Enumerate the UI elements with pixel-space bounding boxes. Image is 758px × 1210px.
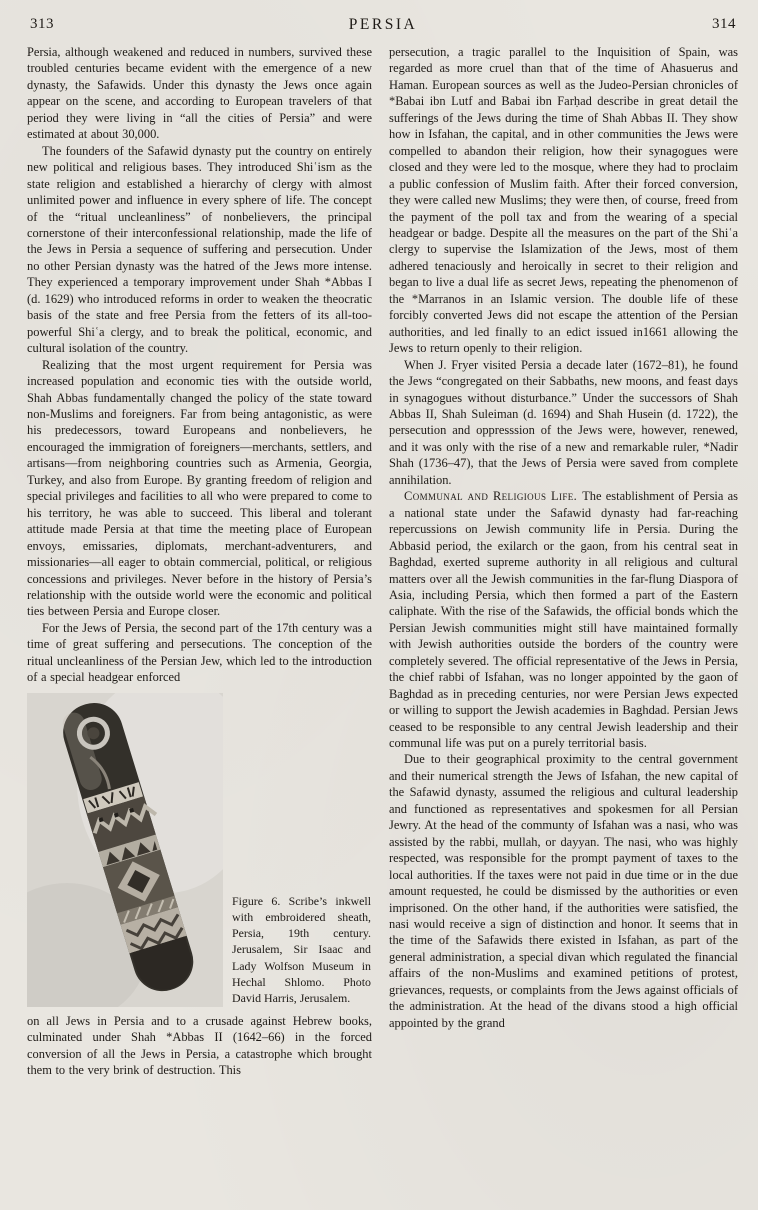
page-header	[30, 16, 736, 38]
inkwell-photo	[27, 693, 223, 1007]
running-title: PERSIA	[348, 16, 418, 33]
paragraph: The founders of the Safawid dynasty put the country on entirely new political and religious bases. They introduced Shiʿism as the state religion and established a hierarchy of clergy with almost unlimited power and influence in every sphere of life. The concept of the “ritual uncleanliness” of nonbelievers, the principal cornerstone of their interconfessional relationship, made the life of the Jews in Persia a sequence of suffering and persecution. Under no other Persian dynasty was the hatred of the Jews more intense. They experienced a temporary improvement under Shah *Abbas I (d. 1629) who introduced reforms in order to weaken the theocratic basis of the state and free Persia from the fetters of its all-too-powerful Shiʿa clergy, and to break the political, economic, and cultural isolation of the country.	[27, 143, 372, 356]
page-number-left: 313	[30, 16, 54, 32]
figure	[27, 693, 372, 1007]
paragraph: Realizing that the most urgent requirement for Persia was increased population and economic ties with the outside world, Shah Abbas fundamentally changed the policy of the state toward non-Muslims and foreigners. Far from being antagonistic, as were his predecessors, toward Europeans and nonbelievers, he encouraged the immigration of foreigners—merchants, settlers, and artisans—from neighboring countries such as Armenia, Georgia, Turkey, and also from Europe. By granting freedom of religion and special privileges and facilities to all who were prepared to come to his territory, he was able to succeed. This liberal and tolerant attitude made Persia at that time the meeting place of European envoys, emissaries, diplomats, merchant-adventurers, and missionaries—all eager to obtain commercial, political, or religious concessions and privileges. Never before in the history of Persia’s relationship with the outside world were the economic and political ties between Persia and Europe closer.	[27, 357, 372, 619]
section-text: The establishment of Persia as a national state under the Safawid dynasty had far-reaching repercussions on Jewish community life in Persia. During the Abbasid period, the exilarch or the gaon, from his central seat in Baghdad, exerted supreme authority in all religious and cultural matters over all the Jewish communities in the far-flung Diaspora of Asia, including Persia, which then formed a part of the Eastern caliphate. With the rise of the Safawids, the official bonds which the Persian Jewish communities might still have maintained formally with Jewish authorities outside the borders of the country were completely severed. The official representative of the Jews in Persia, the chief rabbi of Isfahan, was no longer appointed by the gaon of Baghdad as in preceding centuries, nor were Persian Jews expected or willing to support the Jewish academies in Baghdad. Persian Jews ceased to be responsible to any central Jewish leadership and their communal life was put on a purely territorial basis.	[389, 489, 738, 751]
paragraph: on all Jews in Persia and to a crusade against Hebrew books, culminated under Shah *Abbas II (1642–66) in the forced conversion of all the Jews in Persia, a catastrophe which brought them to the very brink of destruction. This	[27, 1013, 372, 1078]
page-number-right: 314	[712, 16, 736, 32]
paragraph: For the Jews of Persia, the second part of the 17th century was a time of great suffering and persecutions. The conception of the ritual uncleanliness of the Persian Jew, which led to the introduction of a special headgear enforced	[27, 620, 372, 685]
paragraph-with-section-heading	[389, 488, 738, 751]
paragraph: Due to their geographical proximity to the central government and their numerical strength the Jews of Isfahan, the new capital of the Safawid dynasty, assumed the religious and cultural leadership and functioned as representatives and spokesmen for all Persian Jewry. At the head of the communty of Isfahan was a nasi, who was assisted by the rabbi, mullah, or dayyan. The nasi, who was highly respected, was responsible for the prompt payment of taxes to the local authorities. If the taxes were not paid in due time or in the due amount requested, he could be dismissed by the authorities or even imprisoned. On the other hand, if the authorities were satisfied, the nasi would receive a sign of distinction and honor. It seems that in the time of the Safawids there existed in Isfahan, as part of the general administration, a special divan which regulated the financial affairs of the non-Muslims and examined petitions of protest, grievances, requests, or complaints from the Jews against officials of the administration. At the head of the divans stood a high official appointed by the grand	[389, 752, 738, 1030]
right-column	[389, 44, 738, 1031]
paragraph: Persia, although weakened and reduced in numbers, survived these troubled centuries became evident with the emergence of a new dynasty, the Safawids. Under this dynasty the Jews once again appear on the scene, and according to European travelers of that period they were living in “all the cities of Persia” and were estimated at about 30,000.	[27, 45, 372, 142]
figure-caption: Figure 6. Scribe’s inkwell with embroidered sheath, Persia, 19th century. Jerusalem, Sir Isaac and Lady Wolfson Museum in Hechal Shlomo. Photo David Harris, Jerusalem.	[232, 893, 371, 1006]
paragraph: When J. Fryer visited Persia a decade later (1672–81), he found the Jews “congregated on their Sabbaths, new moons, and feast days in synagogues without disturbance.” Under the successors of Shah Abbas II, Shah Suleiman (d. 1694) and Shah Husein (d. 1722), the persecution and oppresssion of the Jews were, however, renewed, and it was only with the rise of a new and remarkable ruler, *Nadir Shah (1736–47), that the Jews of Persia were saved from complete annihilation.	[389, 357, 738, 487]
left-column	[27, 44, 372, 1078]
paragraph: persecution, a tragic parallel to the Inquisition of Spain, was regarded as more cruel than that of the time of Ahasuerus and Haman. European sources as well as the Judeo-Persian chronicles of *Babai ibn Lutf and Babai ibn Farḥad describe in great detail the sufferings of the Jews during the time of Shah Abbas II. They show how in Isfahan, the capital, and in other communities the Jews were compelled to abandon their religion, how their synagogues were closed and they were led to the mosque, where they had to proclaim a public confession of Muslim faith. After their forced conversion, they were called new Muslims; they were then, of course, freed from the payment of the poll tax and from the wearing of a special headgear or badge. Despite all the measures on the part of the Shiʿa clergy to supervise the Islamization of the Jews, most of them adhered tenaciously and heroically in secret to their religion and began to live a dual life as secret Jews, repeating the phenomenon of the *Marranos in an Islamic version. The double life of these forcibly converted Jews did not escape the attention of the Persian authorities, and led finally to an edict issued in1661 allowing the Jews to return openly to their religion.	[389, 45, 738, 356]
section-heading: Communal and Religious Life.	[404, 489, 578, 504]
